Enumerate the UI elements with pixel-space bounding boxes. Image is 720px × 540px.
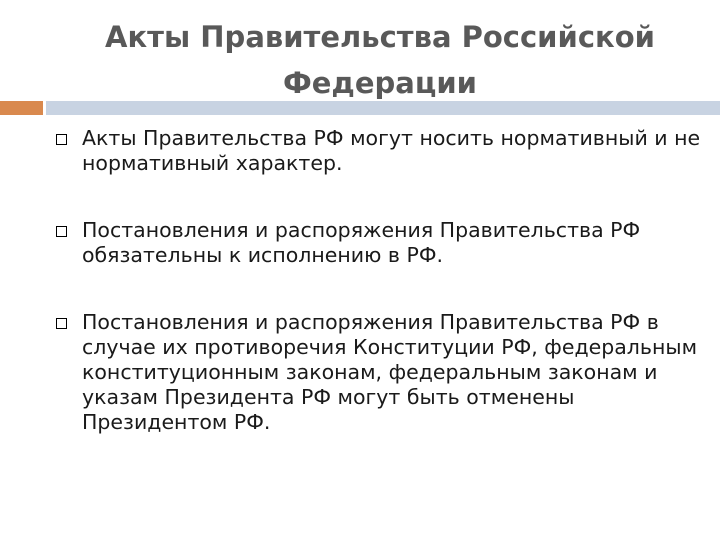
bullet-list (52, 126, 702, 435)
square-bullet-icon (56, 134, 67, 145)
title-divider-bar (46, 101, 720, 115)
bullet-item (52, 310, 702, 435)
bullet-text: Постановления и распоряжения Правительства РФ обязательны к исполнению в РФ. (82, 218, 641, 267)
square-bullet-icon (56, 318, 67, 329)
bullet-text: Акты Правительства РФ могут носить нормативный и не нормативный характер. (82, 126, 701, 175)
bullet-item (52, 126, 702, 176)
slide-title: Акты Правительства Российской Федерации (105, 20, 655, 100)
bullet-text: Постановления и распоряжения Правительства РФ в случае их противоречия Конституции РФ, федеральным конституционным законам, федеральным законам и указам Президента РФ могут быть отменены Президентом РФ. (82, 310, 698, 434)
bullet-item (52, 218, 702, 268)
square-bullet-icon (56, 226, 67, 237)
title-accent-bar (0, 101, 43, 115)
